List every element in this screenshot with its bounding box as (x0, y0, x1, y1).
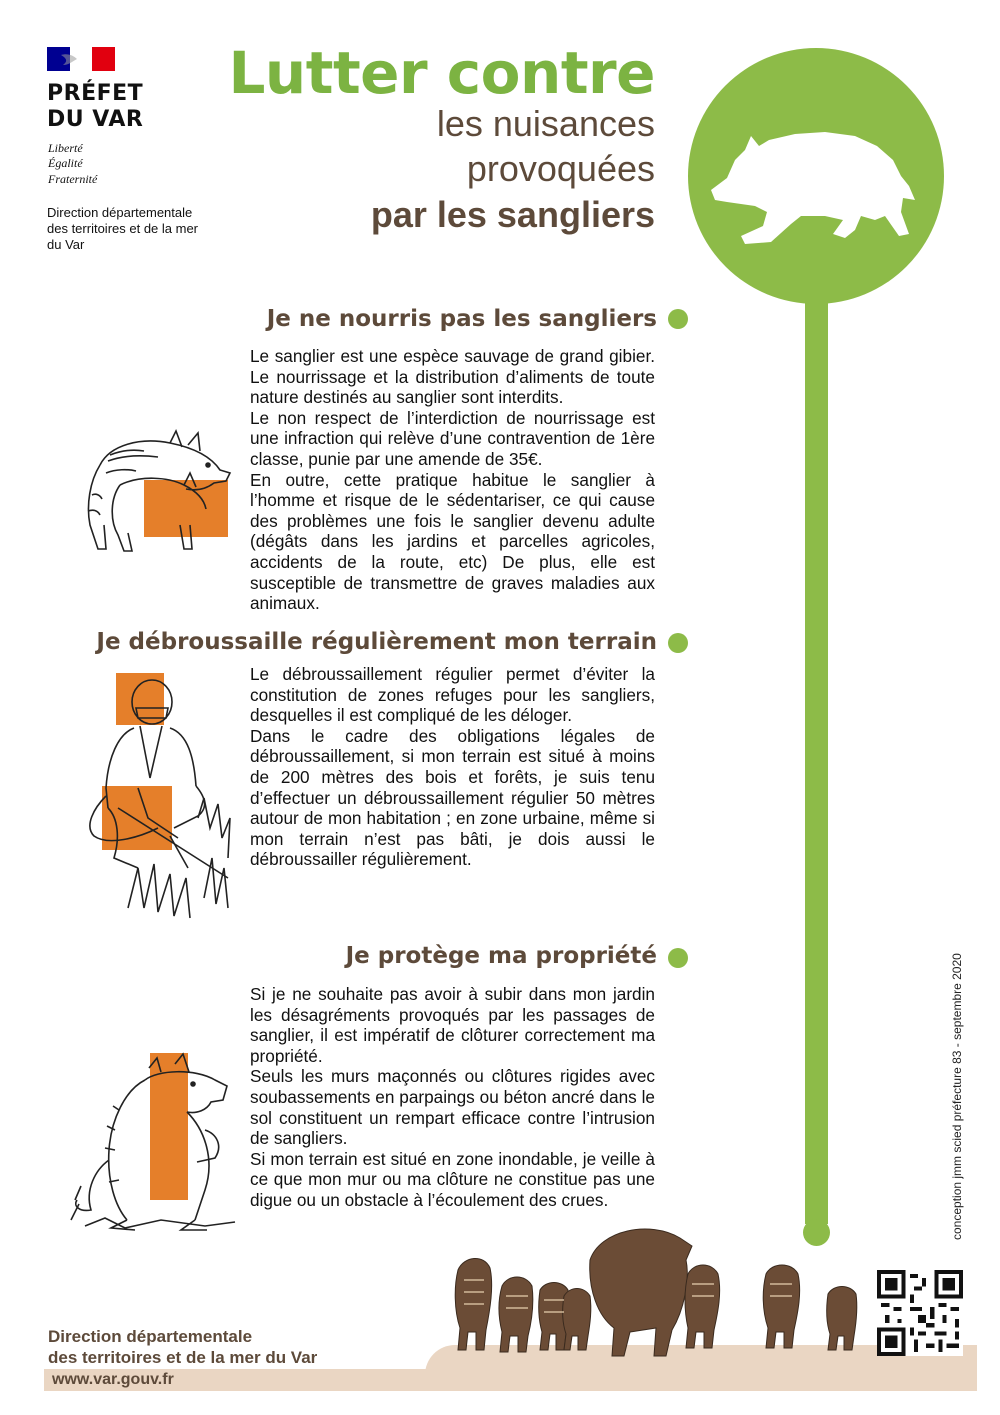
prefet-line-2: DU VAR (47, 107, 144, 132)
direction-line-2: des territoires et de la mer (47, 221, 199, 236)
section-2-paragraph-1: Le débroussaillement régulier permet d’éviter la constitution de zones refuges pour les sangliers, desquelles il est compliqué de les déloger. (250, 664, 655, 726)
design-credit: conception jmm scied préfecture 83 - septembre 2020 (950, 953, 964, 1240)
section-3-bullet (668, 948, 688, 968)
footer-direction-line-2: des territoires et de la mer du Var (48, 1348, 318, 1367)
section-3-paragraph-2: Seuls les murs maçonnés ou clôtures rigides avec soubassements en parpaings ou béton ancré dans le sol constituent un rempart efficace contre l’intrusion de sangliers. (250, 1066, 655, 1149)
footer-band (44, 1369, 977, 1391)
section-3-paragraph-1: Si je ne souhaite pas avoir à subir dans mon jardin les désagréments provoqués par les passages de sanglier, il est impératif de clôturer correctement ma propriété. (250, 984, 655, 1066)
section-1-title: Je ne nourris pas les sangliers (266, 306, 657, 332)
footer-website-link[interactable]: www.var.gouv.fr (52, 1371, 174, 1388)
piglets-illustration (80, 425, 235, 555)
section-2-paragraph-2: Dans le cadre des obligations légales de débroussaillement, si mon terrain est situé à moins de 200 mètres des bois et forêts, je suis tenu d’effectuer un débroussaillement régulier 50 mètres autour de mon habitation ; en zone urbaine, même si mon terrain n’est pas bâti, je dois aussi le débroussailler régulièrement. (250, 725, 655, 870)
section-1-paragraph-3: En outre, cette pratique habitue le sanglier à l’homme et risque de le sédentariser, ce qui cause des problèmes une fois le sanglier devenu adulte (dégâts dans les jardins et parcelles agricoles, accidents de la route, etc) De plus, elle est susceptible de transmettre de graves maladies aux animaux. (250, 469, 655, 614)
brush-cutter-illustration (78, 668, 243, 928)
wild-boars-photo (440, 1220, 870, 1360)
section-3-title: Je protège ma propriété (345, 943, 657, 969)
title-line-2: les nuisances (436, 103, 655, 144)
boar-silhouette-icon (705, 120, 920, 250)
title-line-3: provoquées (466, 148, 655, 189)
title-main: Lutter contre (228, 39, 655, 107)
section-3-paragraph-3: Si mon terrain est situé en zone inondable, je veille à ce que mon mur ou ma clôture ne constitue pas une digue ou un obstacle à l’écoulement des crues. (250, 1148, 655, 1210)
section-3-text (250, 984, 655, 1211)
marianne-flag-logo (47, 47, 115, 71)
boar-fence-drawing (65, 1050, 240, 1235)
title-line-4: par les sangliers (370, 194, 655, 235)
section-2-title: Je débroussaille régulièrement mon terrain (96, 629, 657, 655)
section-2-bullet (668, 633, 688, 653)
motto-fraternite: Fraternité (48, 172, 98, 186)
motto-liberte: Liberté (48, 141, 83, 155)
motto-egalite: Égalité (48, 156, 83, 170)
section-1-paragraph-1: Le sanglier est une espèce sauvage de grand gibier. Le nourrissage et la distribution d’aliments de toute nature destinés au sanglier sont interdits. (250, 346, 655, 408)
prefet-line-1: PRÉFET (47, 81, 144, 106)
section-1-bullet (668, 309, 688, 329)
sign-pole (805, 300, 828, 1224)
boar-fence-illustration (65, 1050, 240, 1235)
section-1-paragraph-2: Le non respect de l’interdiction de nourrissage est une infraction qui relève d’une contravention de 1ère classe, punie par une amende de 35€. (250, 407, 655, 469)
section-1-text (250, 346, 655, 614)
piglets-drawing (80, 425, 235, 555)
section-2-text (250, 664, 655, 870)
brush-cutter-drawing (78, 668, 243, 928)
direction-line-3: du Var (47, 237, 85, 252)
direction-line-1: Direction départementale (47, 205, 193, 220)
qr-code[interactable] (877, 1270, 963, 1356)
footer-direction-line-1: Direction départementale (48, 1327, 253, 1346)
